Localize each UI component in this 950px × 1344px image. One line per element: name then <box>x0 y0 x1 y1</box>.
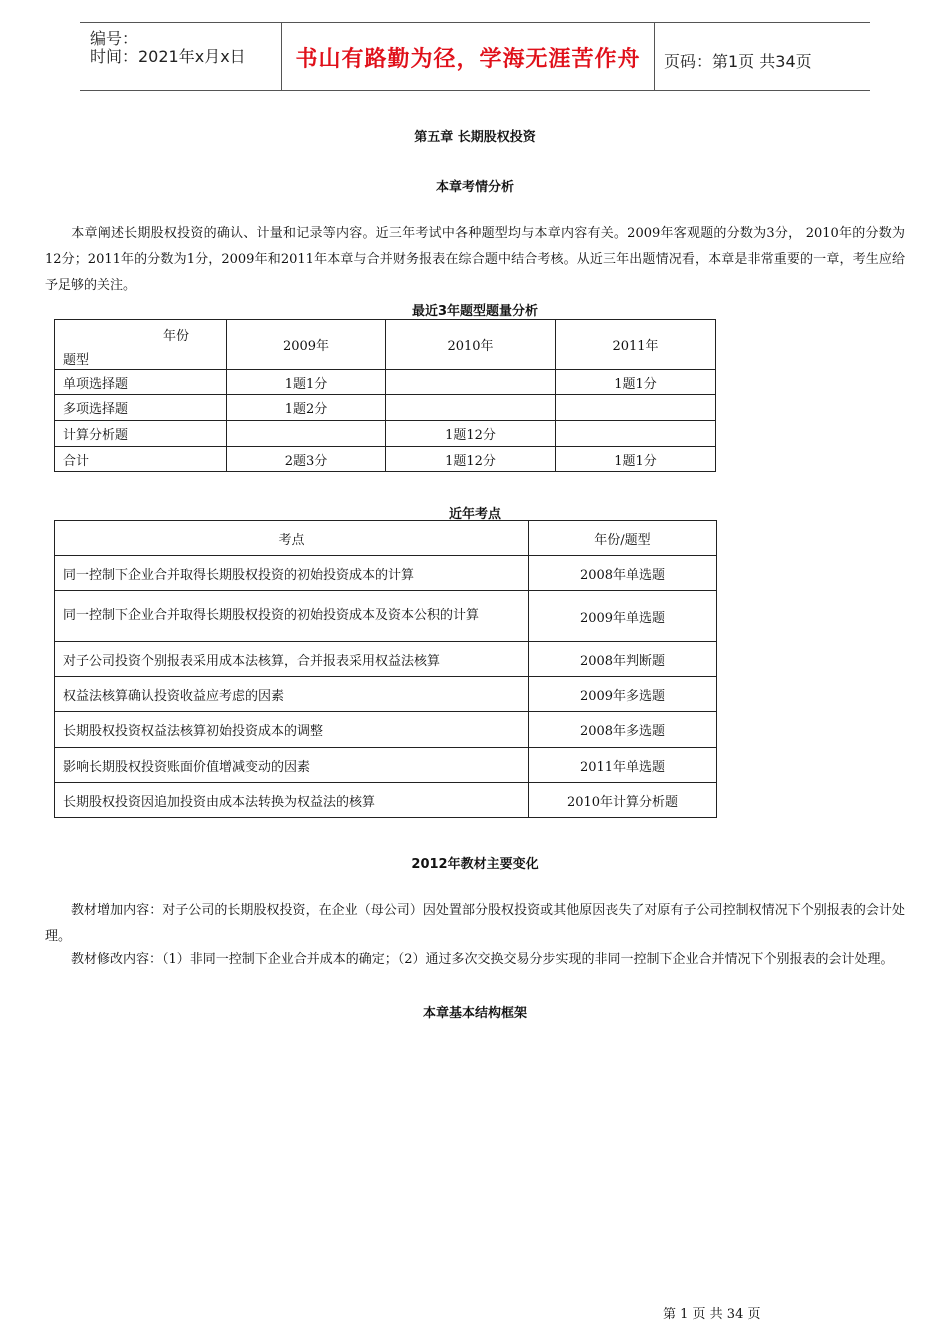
table2-year-cell: 2008年判断题 <box>529 642 717 677</box>
textbook-additions-text: 教材增加内容：对子公司的长期股权投资，在企业（母公司）因处置部分股权投资或其他原因丧失了对原有子公司控制权情况下个别报表的会计处理。 <box>45 903 905 944</box>
table1-value-cell <box>386 370 556 395</box>
table2-row <box>55 712 717 748</box>
table1-caption: 最近3年题型题量分析 <box>411 304 539 319</box>
table2-row <box>55 748 717 783</box>
table2-year-cell: 2009年单选题 <box>529 591 717 642</box>
table1-year-header: 2010年 <box>386 320 556 370</box>
table1-value-cell: 2题3分 <box>227 447 386 472</box>
table1-row <box>55 370 716 395</box>
table2-point-cell: 影响长期股权投资账面价值增减变动的因素 <box>55 748 529 783</box>
table1-value-cell: 1题2分 <box>227 395 386 421</box>
textbook-revisions-text: 教材修改内容：（1）非同一控制下企业合并成本的确定；（2）通过多次交换交易分步实现的非同一控制下企业合并情况下个别报表的会计处理。 <box>71 952 894 967</box>
table1-year-header: 2009年 <box>227 320 386 370</box>
textbook-revisions-paragraph <box>45 947 905 973</box>
table1-value-cell: 1题1分 <box>556 370 716 395</box>
table2-header-year: 年份/题型 <box>529 521 717 556</box>
table1-corner-cell <box>55 320 227 370</box>
table1-row <box>55 421 716 447</box>
exam-analysis-paragraph <box>45 221 905 299</box>
table1-corner-type: 题型 <box>63 353 90 368</box>
table2-row <box>55 556 717 591</box>
header-page-label: 页码：第1页 共34页 <box>664 52 812 71</box>
table2-point-cell: 同一控制下企业合并取得长期股权投资的初始投资成本及资本公积的计算 <box>55 591 529 642</box>
table1-type-cell: 计算分析题 <box>55 421 227 447</box>
table1-corner-year: 年份 <box>163 329 190 344</box>
table2-point-cell: 长期股权投资权益法核算初始投资成本的调整 <box>55 712 529 748</box>
exam-analysis-text: 本章阐述长期股权投资的确认、计量和记录等内容。近三年考试中各种题型均与本章内容有关。2009年客观题的分数为3分， 2010年的分数为12分；2011年的分数为1分，2009年和2011年本章与合并财务报表在综合题中结合考核。从近三年出题情况看，本章是非常重要的一章，考生应给予足够的关注。 <box>45 226 905 293</box>
table2-year-cell: 2011年单选题 <box>529 748 717 783</box>
table1-header-row <box>55 320 716 370</box>
table1-value-cell <box>556 395 716 421</box>
table2-header-row <box>55 521 717 556</box>
section-title-structure: 本章基本结构框架 <box>422 1006 527 1021</box>
table2-caption: 近年考点 <box>448 507 501 522</box>
table2-year-cell: 2008年单选题 <box>529 556 717 591</box>
table1-value-cell: 1题1分 <box>556 447 716 472</box>
table1-value-cell <box>227 421 386 447</box>
table2-year-cell: 2008年多选题 <box>529 712 717 748</box>
table2-header-point: 考点 <box>55 521 529 556</box>
table1-value-cell <box>386 395 556 421</box>
table2-row <box>55 591 717 642</box>
header-divider-right <box>654 22 655 90</box>
header-bottom-rule <box>80 90 870 91</box>
table1-type-cell: 单项选择题 <box>55 370 227 395</box>
header-motto: 书山有路勤为径，学海无涯苦作舟 <box>295 47 641 72</box>
table1-value-cell: 1题1分 <box>227 370 386 395</box>
table1-total-row <box>55 447 716 472</box>
table2-row <box>55 783 717 818</box>
chapter-title: 第五章 长期股权投资 <box>414 130 536 145</box>
exam-points-table <box>54 520 717 818</box>
textbook-additions-paragraph <box>45 898 905 950</box>
table1-value-cell <box>556 421 716 447</box>
page-footer: 第 1 页 共 34 页 <box>663 1307 761 1322</box>
table2-row <box>55 642 717 677</box>
table1-value-cell: 1题12分 <box>386 447 556 472</box>
header-number-label: 编号： <box>90 29 139 48</box>
header-time-label: 时间：2021年x月x日 <box>90 47 246 66</box>
table1-type-cell: 多项选择题 <box>55 395 227 421</box>
table2-point-cell: 长期股权投资因追加投资由成本法转换为权益法的核算 <box>55 783 529 818</box>
table2-point-cell: 权益法核算确认投资收益应考虑的因素 <box>55 677 529 712</box>
table2-year-cell: 2009年多选题 <box>529 677 717 712</box>
table2-point-cell: 对子公司投资个别报表采用成本法核算，合并报表采用权益法核算 <box>55 642 529 677</box>
section-title-exam-analysis: 本章考情分析 <box>435 180 514 195</box>
section-title-textbook-changes: 2012年教材主要变化 <box>411 857 539 872</box>
header-top-rule <box>80 22 870 23</box>
table2-year-cell: 2010年计算分析题 <box>529 783 717 818</box>
table1-row <box>55 395 716 421</box>
table1-type-cell: 合计 <box>55 447 227 472</box>
table1-value-cell: 1题12分 <box>386 421 556 447</box>
table2-row <box>55 677 717 712</box>
table1-year-header: 2011年 <box>556 320 716 370</box>
question-type-table <box>54 319 716 472</box>
table2-point-cell: 同一控制下企业合并取得长期股权投资的初始投资成本的计算 <box>55 556 529 591</box>
